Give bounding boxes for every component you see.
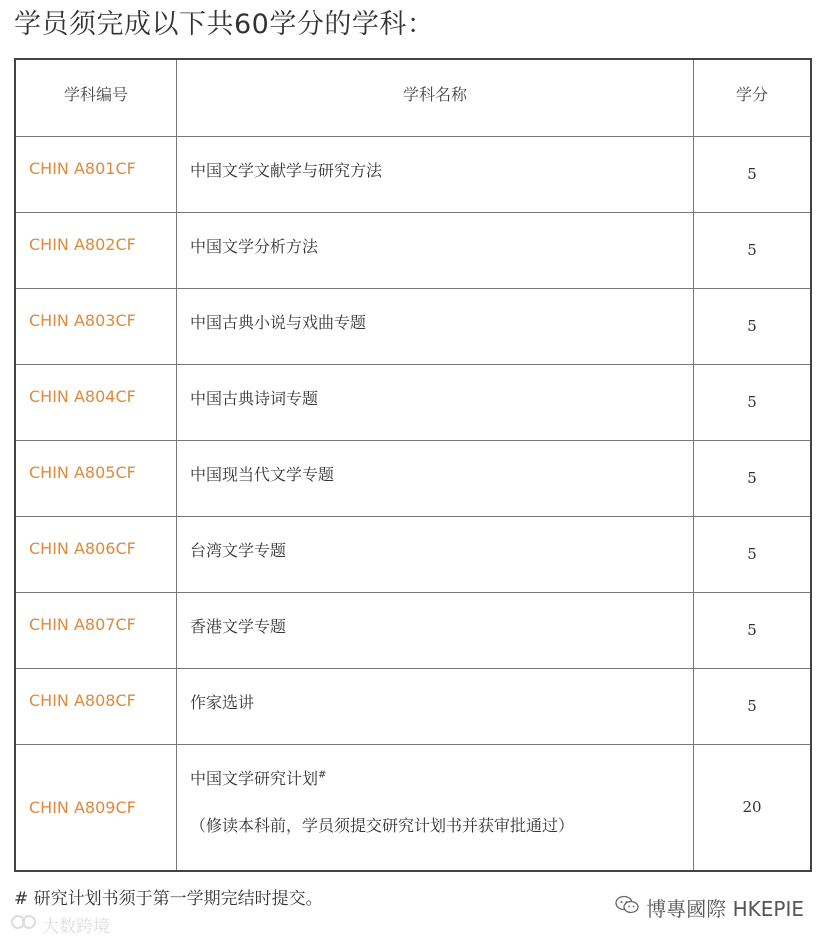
table-row	[15, 288, 811, 364]
course-code[interactable]: CHIN A807CF	[15, 592, 177, 668]
table-row	[15, 364, 811, 440]
course-credits: 5	[694, 364, 812, 440]
course-name: 中国文学研究计划	[190, 768, 319, 788]
course-name: 香港文学专题	[177, 592, 694, 668]
course-code[interactable]: CHIN A803CF	[15, 288, 177, 364]
course-credits: 5	[694, 592, 812, 668]
course-code[interactable]: CHIN A808CF	[15, 668, 177, 744]
course-credits: 5	[694, 668, 812, 744]
watermark-brand-text: 博專國際 HKEPIE	[646, 897, 804, 921]
course-code[interactable]: CHIN A805CF	[15, 440, 177, 516]
footnote-marker: #	[318, 769, 327, 781]
table-row	[15, 516, 811, 592]
course-credits: 20	[694, 744, 812, 871]
course-name: 中国文学文献学与研究方法	[177, 136, 694, 212]
table-row	[15, 592, 811, 668]
page-title: 学员须完成以下共60学分的学科：	[14, 9, 435, 40]
course-credits: 5	[694, 212, 812, 288]
wechat-icon	[614, 895, 640, 920]
course-credits: 5	[694, 288, 812, 364]
course-credits: 5	[694, 136, 812, 212]
course-credits: 5	[694, 440, 812, 516]
table-row	[15, 212, 811, 288]
course-table	[14, 58, 812, 872]
course-name: 台湾文学专题	[177, 516, 694, 592]
table-row	[15, 440, 811, 516]
table-row	[15, 136, 811, 212]
course-code[interactable]: CHIN A809CF	[15, 744, 177, 871]
header-course-name: 学科名称	[177, 59, 694, 136]
table-row	[15, 668, 811, 744]
course-code[interactable]: CHIN A801CF	[15, 136, 177, 212]
course-name: 中国古典诗词专题	[177, 364, 694, 440]
table-row	[15, 744, 811, 871]
footnote: # 研究计划书须于第一学期完结时提交。	[14, 889, 323, 909]
course-credits: 5	[694, 516, 812, 592]
course-code[interactable]: CHIN A802CF	[15, 212, 177, 288]
course-code[interactable]: CHIN A806CF	[15, 516, 177, 592]
watermark-brand	[614, 893, 804, 922]
course-name: 中国古典小说与戏曲专题	[177, 288, 694, 364]
course-name: 中国文学分析方法	[177, 212, 694, 288]
course-note: （修读本科前，学员须提交研究计划书并获审批通过）	[190, 815, 575, 835]
header-credits: 学分	[694, 59, 812, 136]
course-name: 作家选讲	[177, 668, 694, 744]
course-name-cell	[177, 744, 694, 871]
watermark-source	[10, 912, 110, 937]
table-header-row	[15, 59, 811, 136]
watermark-source-text: 大数跨境	[42, 917, 110, 937]
logo-icon	[10, 914, 38, 935]
course-name: 中国现当代文学专题	[177, 440, 694, 516]
header-course-code: 学科编号	[15, 59, 177, 136]
course-code[interactable]: CHIN A804CF	[15, 364, 177, 440]
